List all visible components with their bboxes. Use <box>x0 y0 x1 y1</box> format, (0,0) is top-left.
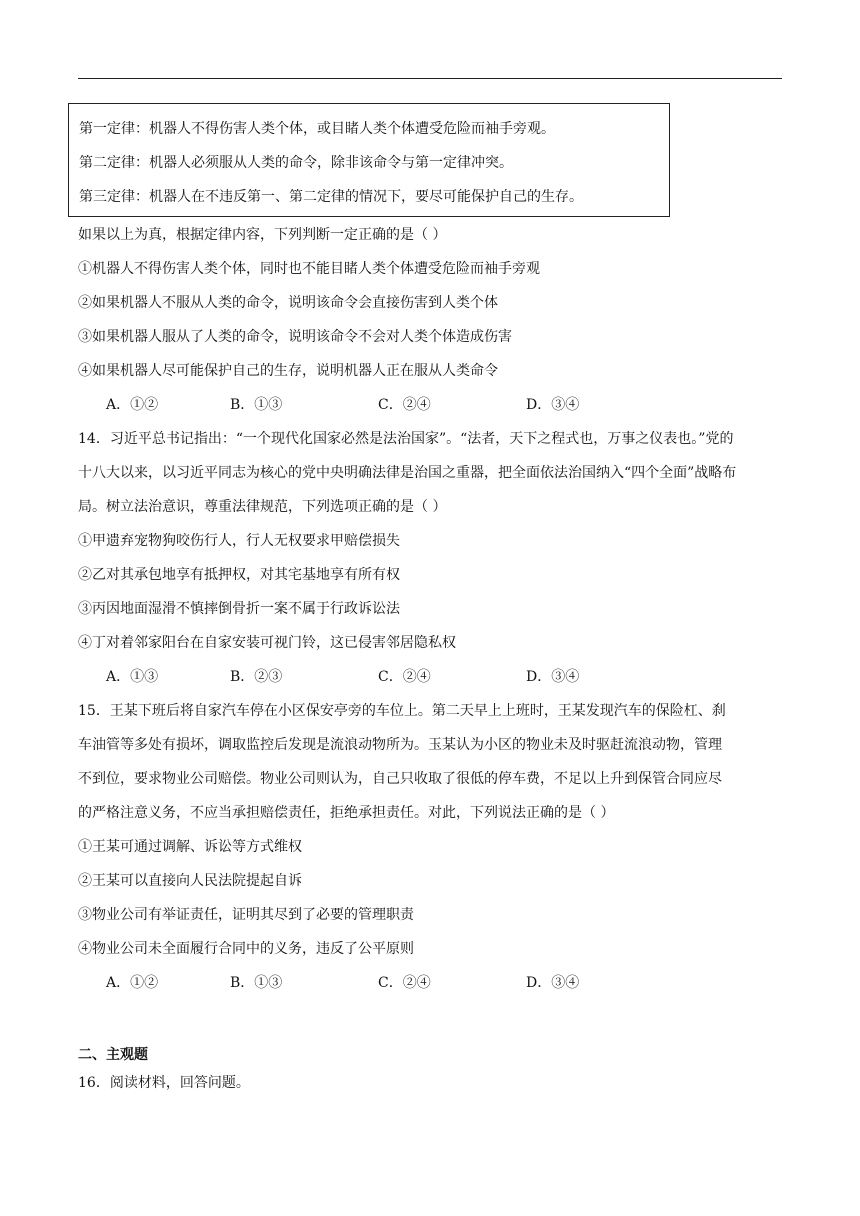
q13-option-c[interactable]: C．②④ <box>378 397 431 413</box>
q13-stem: 如果以上为真，根据定律内容，下列判断一定正确的是（ ） <box>78 227 447 243</box>
q15-option-a[interactable]: A．①② <box>106 975 159 991</box>
q15-option-b[interactable]: B．①③ <box>230 975 283 991</box>
q14-stem-line-3: 局。树立法治意识，尊重法律规范，下列选项正确的是（ ） <box>78 499 447 515</box>
q15-option-c[interactable]: C．②④ <box>378 975 431 991</box>
robot-laws-box <box>68 103 670 217</box>
q15-item-4: ④物业公司未全面履行合同中的义务，违反了公平原则 <box>78 941 414 957</box>
q14-options <box>106 668 666 686</box>
q13-item-2: ②如果机器人不服从人类的命令，说明该命令会直接伤害到人类个体 <box>78 295 498 311</box>
q14-stem-line-1: 14．习近平总书记指出：“一个现代化国家必然是法治国家”。“法者，天下之程式也，万事之仪表也。”党的 <box>78 431 734 447</box>
q14-option-a[interactable]: A．①③ <box>106 669 159 685</box>
section-2-title: 二、主观题 <box>78 1047 148 1063</box>
q14-item-3: ③丙因地面湿滑不慎摔倒骨折一案不属于行政诉讼法 <box>78 601 400 617</box>
q15-stem-line-2: 车油管等多处有损坏，调取监控后发现是流浪动物所为。玉某认为小区的物业未及时驱赶流浪动物，管理 <box>78 737 722 753</box>
q14-option-c[interactable]: C．②④ <box>378 669 431 685</box>
q14-stem-line-2: 十八大以来，以习近平同志为核心的党中央明确法律是治国之重器，把全面依法治国纳入“四个全面”战略布 <box>78 465 737 481</box>
q15-stem-line-4: 的严格注意义务，不应当承担赔偿责任，拒绝承担责任。对此，下列说法正确的是（ ） <box>78 805 615 821</box>
q13-option-b[interactable]: B．①③ <box>230 397 283 413</box>
law-1: 第一定律：机器人不得伤害人类个体，或目睹人类个体遭受危险而袖手旁观。 <box>79 121 555 137</box>
law-3: 第三定律：机器人在不违反第一、第二定律的情况下，要尽可能保护自己的生存。 <box>79 189 583 205</box>
q15-option-d[interactable]: D．③④ <box>526 975 580 991</box>
q14-item-1: ①甲遗弃宠物狗咬伤行人，行人无权要求甲赔偿损失 <box>78 533 400 549</box>
q14-item-2: ②乙对其承包地享有抵押权，对其宅基地享有所有权 <box>78 567 400 583</box>
q13-options <box>106 396 666 414</box>
law-2: 第二定律：机器人必须服从人类的命令，除非该命令与第一定律冲突。 <box>79 155 513 171</box>
q15-item-3: ③物业公司有举证责任，证明其尽到了必要的管理职责 <box>78 907 414 923</box>
q15-options <box>106 974 666 992</box>
q15-item-1: ①王某可通过调解、诉讼等方式维权 <box>78 839 302 855</box>
q14-item-4: ④丁对着邻家阳台在自家安装可视门铃，这已侵害邻居隐私权 <box>78 635 456 651</box>
header-rule <box>78 78 782 79</box>
q13-item-4: ④如果机器人尽可能保护自己的生存，说明机器人正在服从人类命令 <box>78 363 498 379</box>
q14-option-d[interactable]: D．③④ <box>526 669 580 685</box>
q15-stem-line-3: 不到位，要求物业公司赔偿。物业公司则认为，自己只收取了很低的停车费，不足以上升到保管合同应尽 <box>78 771 722 787</box>
q14-option-b[interactable]: B．②③ <box>230 669 283 685</box>
q15-stem-line-1: 15．王某下班后将自家汽车停在小区保安亭旁的车位上。第二天早上上班时，王某发现汽车的保险杠、刹 <box>78 703 726 719</box>
q16-stem: 16．阅读材料，回答问题。 <box>78 1075 250 1091</box>
q15-item-2: ②王某可以直接向人民法院提起自诉 <box>78 873 302 889</box>
q13-item-1: ①机器人不得伤害人类个体，同时也不能目睹人类个体遭受危险而袖手旁观 <box>78 261 540 277</box>
q13-option-a[interactable]: A．①② <box>106 397 159 413</box>
q13-item-3: ③如果机器人服从了人类的命令，说明该命令不会对人类个体造成伤害 <box>78 329 512 345</box>
q13-option-d[interactable]: D．③④ <box>526 397 580 413</box>
